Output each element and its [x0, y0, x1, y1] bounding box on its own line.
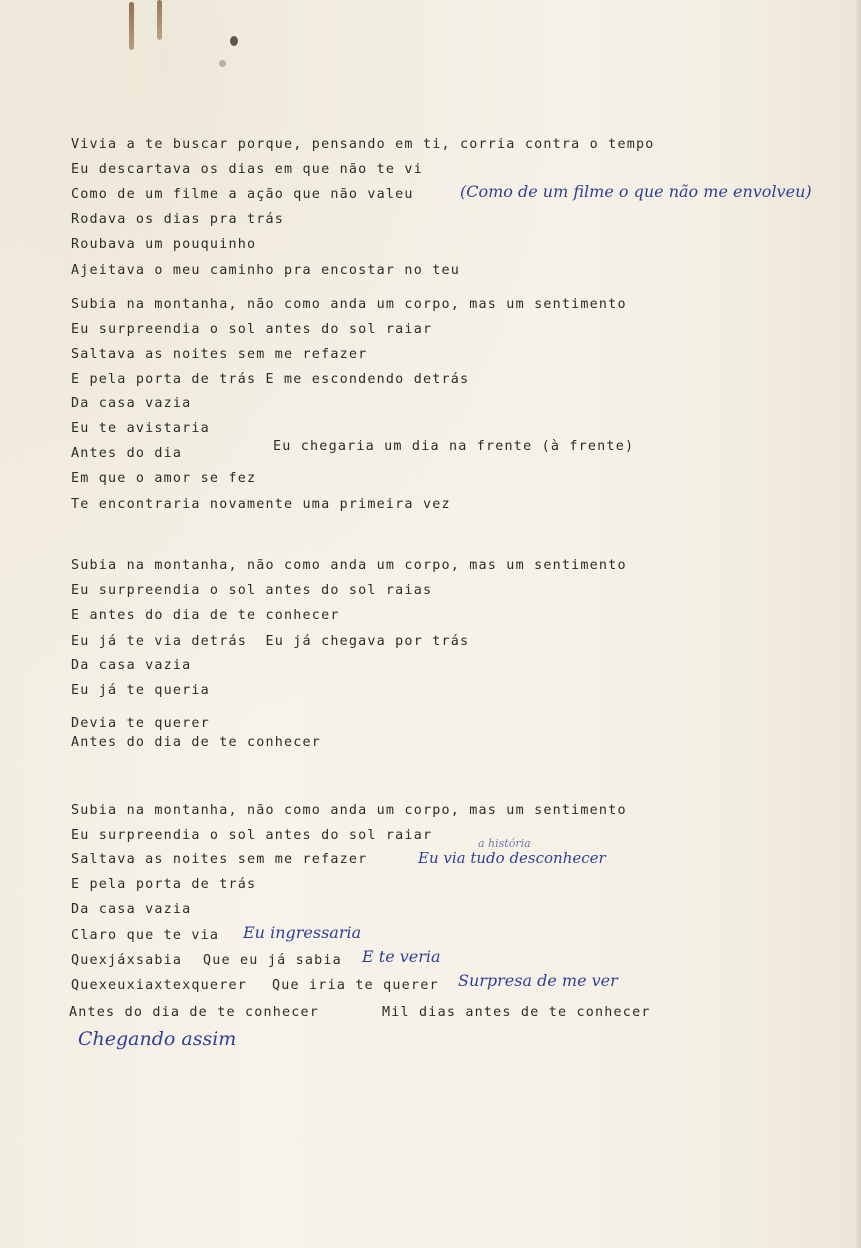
typed-line: Subia na montanha, não como anda um corpo, mas um sentimento — [71, 803, 627, 818]
typed-line: Que iria te querer — [272, 978, 439, 993]
typed-line: Te encontraria novamente uma primeira vez — [71, 497, 451, 512]
handwritten-note: E te veria — [362, 947, 441, 966]
typed-line: Subia na montanha, não como anda um corpo, mas um sentimento — [71, 297, 627, 312]
typed-line: Devia te querer — [71, 716, 210, 731]
typed-line: Saltava as noites sem me refazer — [71, 852, 368, 867]
ink-stain — [129, 2, 134, 50]
typed-line: E pela porta de trás — [71, 877, 257, 892]
typed-line: Eu surpreendia o sol antes do sol raiar — [71, 828, 433, 843]
typed-line: Eu já te via detrás Eu já chegava por trás — [71, 634, 470, 649]
typed-line: Como de um filme a ação que não valeu — [71, 187, 414, 202]
ink-stain — [219, 60, 226, 67]
handwritten-note: Eu via tudo desconhecer — [418, 849, 606, 867]
typed-line: Ajeitava o meu caminho pra encostar no teu — [71, 263, 460, 278]
typed-line: Antes do dia de te conhecer — [71, 735, 322, 750]
page-edge-shadow — [855, 0, 861, 1248]
typed-line: Em que o amor se fez — [71, 471, 257, 486]
handwritten-note: Chegando assim — [78, 1028, 237, 1050]
typed-line: Claro que te via — [71, 928, 220, 943]
typed-line: Da casa vazia — [71, 902, 192, 917]
typed-line: Eu surpreendia o sol antes do sol raias — [71, 583, 433, 598]
typed-struck-text: Quexeuxiaxtexquerer — [71, 978, 247, 993]
typed-line: Antes do dia de te conhecer — [69, 1005, 320, 1020]
typed-line: Subia na montanha, não como anda um corpo, mas um sentimento — [71, 558, 627, 573]
handwritten-note: (Como de um filme o que não me envolveu) — [460, 182, 812, 201]
typed-line-side: Eu chegaria um dia na frente (à frente) — [273, 439, 635, 454]
ink-stain — [230, 36, 238, 46]
typed-line: Eu te avistaria — [71, 421, 210, 436]
typed-line: Que eu já sabia — [203, 953, 342, 968]
ink-stain — [157, 0, 162, 40]
typed-line: E antes do dia de te conhecer — [71, 608, 340, 623]
handwritten-note: Surpresa de me ver — [458, 971, 618, 990]
typed-line: Rodava os dias pra trás — [71, 212, 285, 227]
typed-line: Vivia a te buscar porque, pensando em ti, corria contra o tempo — [71, 137, 655, 152]
typed-line: Da casa vazia — [71, 658, 192, 673]
handwritten-note: Eu ingressaria — [243, 923, 362, 942]
typed-line: E pela porta de trás E me escondendo detrás — [71, 372, 470, 387]
typed-line: Da casa vazia — [71, 396, 192, 411]
typed-line: Roubava um pouquinho — [71, 237, 257, 252]
typed-line: Saltava as noites sem me refazer — [71, 347, 368, 362]
handwritten-insert: a história — [478, 837, 531, 850]
typed-line: Mil dias antes de te conhecer — [382, 1005, 651, 1020]
typed-line: Eu já te queria — [71, 683, 210, 698]
typed-line: Eu descartava os dias em que não te vi — [71, 162, 423, 177]
typed-line: Antes do dia — [71, 446, 183, 461]
typed-struck-text: Quexjáxsabia — [71, 953, 183, 968]
typed-line: Eu surpreendia o sol antes do sol raiar — [71, 322, 433, 337]
